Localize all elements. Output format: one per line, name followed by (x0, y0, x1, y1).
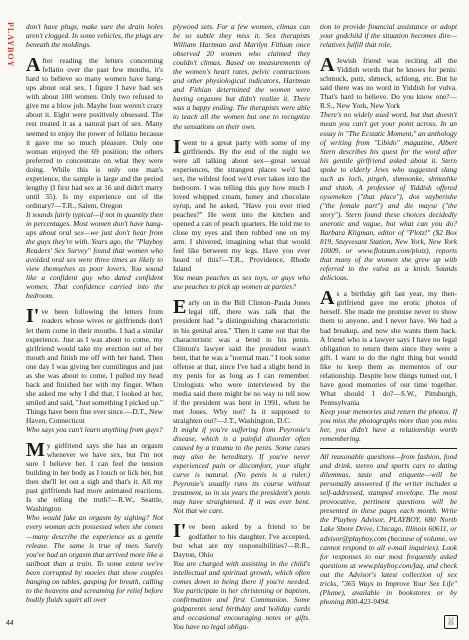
letter-question: As a birthday gift last year, my then-girlfriend gave me erotic photos of herself. She made me promise never to show them to anyone, and I never have. We had a bad breakup, and now she wants them back. A friend who is a lawyer says I have no legal obligation to return them since they were a gift. I want to do the right thing but would like to keep them as mementos of our relationship. Despite how things turned out, I have good memories of our time together. What should I do?—S.W., Pittsburgh, Pennsylvania (320, 287, 457, 407)
advisor-answer: You mean peaches as sex toys, or guys who use peaches to pick up women at parties? (173, 273, 310, 292)
letter-question: I've been asked by a friend to be godfather to his daughter. I've accepted, but what are my responsibilities?—R.R., Dayton, Ohio (173, 520, 310, 559)
rabbit-logo-icon: 🐰 (444, 615, 458, 629)
advisor-answer: There's no widely used word, but that doesn't mean you can't get your point across. In an essay in "The Ecstatic Moment," an anthology of writing from "Libido" magazine, Albert Stern describes his quest for the word after his gentile girlfriend asked about it. Stern spoke to elderly Jews who suggested slang such as loch, pirgeh, shmoonke, shmushke and shtoh. A professor of Yiddish offered oysemeken ("that place"), dos vayberishe ("the female part") and die mayse ("the story"). Stern found these choices decidedly unerotic and vague, but what can you do? Barbara Kligman, editor of "Plotz!" ($2 Box 819, Stuyvesant Station, New York, New York 10009, or www.flotzam.com/plotz), reports that many of the women she grew up with referred to the vulva as a knish. Sounds delicious. (320, 110, 457, 283)
letter-question: Early on in the Bill Clinton–Paula Jones legal tiff, there was talk that the president had "a distinguishing characteristic in his genital area." Then it came out that the characteristic was a bend in his penis. Clinton's lawyer said the president wasn't bent, that he was a "normal man." I took some offense at that, since I've had a slight bend in my penis for as long as I can remember. Urologists who were interviewed by the media said there might be no way to tell now if the president was bent in 1991, when he met Jones. Why not? Is it supposed to straighten out?—J.T., Washington, D.C. (173, 296, 310, 425)
advisor-answer: Who would fake an orgasm by sighing? Not every woman acts possessed when she comes—many describe the experience as a gentle release. The same is true of men. Surely you've had an orgasm that arrived more like a sailboat than a train. To some extent we've been corrupted by movies that show couples banging on tables, gasping for breath, calling to the heavens and screaming for relief before bodily fluids squirt all over (26, 513, 163, 604)
letter-question: Iwent to a great party with some of my girlfriends. By the end of the night we were all talking about sex—great sexual experiences, the strangest places we'd had sex, the wildest food we'd ever taken into the bedroom. I was telling this guy how much I loved whipped cream, honey and chocolate syrup, and he asked, "Have you ever tried peaches?" He went into the kitchen and opened a can of peach quarters. He told me to close my eyes and then rubbed one on my arm. I shivered, imagining what that would feel like between my legs. Have you ever heard of this?—T.R., Providence, Rhode Island (173, 135, 310, 274)
letter-question: I've been following the letters from readers whose wives or girlfriends don't let them come in their mouths. I had a similar experience. Just as I was about to come, my girlfriend would take my erection out of her mouth and finish me off with her hand. Then one day I was giving her cunnilingus and just as she was about to come, I pulled my head back and finished her with my finger. When she asked me why I did that, I looked at her, smiled and said, "Just something I picked up." Things have been fine ever since.—D.T., New Haven, Connecticut (26, 305, 163, 425)
letter-question: After reading the letters concerning fellatio over the past few months, it's hard to believe so many women have hang-ups about oral sex. I figure I have had sex with about 100 women. Only two refused to give me a blow job. Maybe four weren't crazy about it. Eight were positively obsessed. The rest treated it as a natural part of sex. Many seemed to enjoy the power of fellatio because it gave me so much pleasure. Only one woman enjoyed the 69 position; the others preferred to concentrate on what they were doing. While this is only one man's experience, the sample is large and the period lengthy (I first had sex at 16 and didn't marry until 35). Is my experience out of the ordinary?—T.R., Salem, Oregon (26, 54, 163, 210)
column-2 (173, 22, 310, 631)
advisor-answer: Keep your memories and return the photos. If you miss the photographs more than you miss her, you didn't have a relationship worth remembering. (320, 406, 457, 444)
submission-info-box: All reasonable questions—from fashion, food and drink, stereo and sports cars to dating dilemmas, taste and etiquette—will be personally answered if the writer includes a self-addressed, stamped envelope. The most provocative, pertinent questions will be presented in these pages each month. Write the Playboy Advisor, PLAYBOY, 680 North Lake Shore Drive, Chicago, Illinois 60611, or advisor@playboy.com (because of volume, we cannot respond to all e-mail inquiries). Look for responses to our most frequently asked questions at www.playboy.com/faq, and check out the Advisor's latest collection of sex tricks, "365 Ways to Improve Your Sex Life" (Plume), available in bookstores or by phoning 800-423-9494. (320, 452, 457, 606)
letter-question: AJewish friend was reciting all the Yiddish words that he knows for penis: schmuck, putz, shmeck, schlong, etc. But he said there was no word in Yiddish for vulva. That's hard to believe. Do you know one?—R.S., New York, New York (320, 54, 457, 111)
letter-question: My girlfriend says she has an orgasm whenever we have sex, but I'm not sure I believe her. I can feel the tension building in her body as I touch or lick her, but then she'll let out a sigh and that's it. All my past girlfriends had more animated reactions. Is she telling the truth?—R.W., Seattle, Washington (26, 439, 164, 514)
answer-continuation: tion to provide financial assistance or adopt your godchild if the situation becomes dire—relatives fulfill that role. (320, 22, 457, 50)
advisor-answer: Who says you can't learn anything from guys? (26, 425, 163, 435)
answer-continuation: don't have plugs, make sure the drain holes aren't clogged. In some vehicles, the plugs are beneath the moldings. (26, 22, 163, 50)
magazine-side-title: PLAYBOY (6, 22, 15, 68)
advisor-answer: It sounds fairly typical—if not in quantity then in percentages. Most women don't have hang-ups about oral sex—we just don't hear from the guys they're with. Years ago, the "Playboy Readers' Sex Survey" found that women who avoided oral sex were three times as likely to view themselves as poor lovers. You sound like a confident guy who dated confident women. That confidence carried into the bedroom. (26, 209, 163, 301)
page-number: 44 (6, 620, 14, 627)
advisor-answer: It might if you're suffering from Peyronie's disease, which is a painful disorder often caused by a trauma to the penis. Some cases may also be hereditary. If you've never experienced pain or discomfort, your slight curve is natural. (No penis is a ruler.) Peyronie's usually runs its course without treatment, so in six years the president's penis may have straightened. If it was ever bent. Not that we care. (173, 425, 310, 516)
column-3 (320, 22, 457, 606)
answer-continuation: plywood sets. For a few women, climax can be so subtle they miss it. Sex therapists William Hartman and Marilyn Fithian once observed 20 women who claimed they couldn't climax. Based on measurements of the women's heart rates, pelvic contractions and other physiological indicators, Hartman and Fithian determined the women were having orgasms but didn't realize it. There was a happy ending. The therapists were able to teach all the women but one to recognize the sensations on their own. (173, 22, 310, 131)
column-1 (26, 22, 163, 604)
divider (320, 448, 457, 449)
advisor-answer: You are charged with assisting in the child's intellectual and spiritual growth, which often comes down to being there if you're needed. You participate in her christening or baptism, confirmation and first Communion. Some godparents send birthday and holiday cards and occasional encouraging notes or gifts. You have no legal obliga- (173, 558, 310, 631)
